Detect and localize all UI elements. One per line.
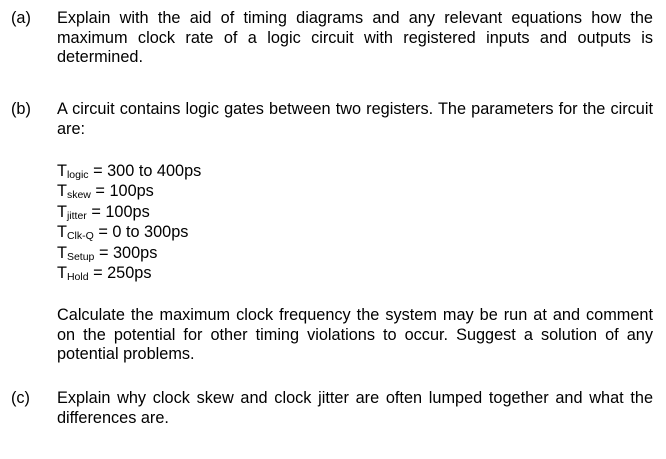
parameter-t-jitter: $T_{jitter} = 100ps$ <box>57 203 150 222</box>
question-c-label: (c) <box>11 389 30 407</box>
parameter-t-hold: $T_{Hold} = 250ps$ <box>57 264 152 283</box>
question-b-task: Calculate the maximum clock frequency the system may be run at and comment on the potential for other timing violations to occur. Suggest a solution of any potential problems. <box>57 306 653 363</box>
question-a-text: Explain with the aid of timing diagrams and any relevant equations how the maximum clock rate of a logic circuit with registered inputs and outputs is determined. <box>57 9 653 66</box>
question-c-text: Explain why clock skew and clock jitter are often lumped together and what the differences are. <box>57 389 653 427</box>
parameter-t-logic: $T_{logic} = 300$ to 400ps <box>57 162 202 181</box>
question-b-intro: A circuit contains logic gates between two registers. The parameters for the circuit are: <box>57 100 653 138</box>
parameter-t-clk-q: $T_{Clk-Q} = 0$ to 300ps <box>57 223 189 242</box>
question-a-label: (a) <box>11 9 31 27</box>
parameter-t-skew: $T_{skew} = 100ps$ <box>57 182 154 201</box>
question-b-label: (b) <box>11 100 31 118</box>
parameter-t-setup: $T_{Setup} = 300ps$ <box>57 244 158 263</box>
